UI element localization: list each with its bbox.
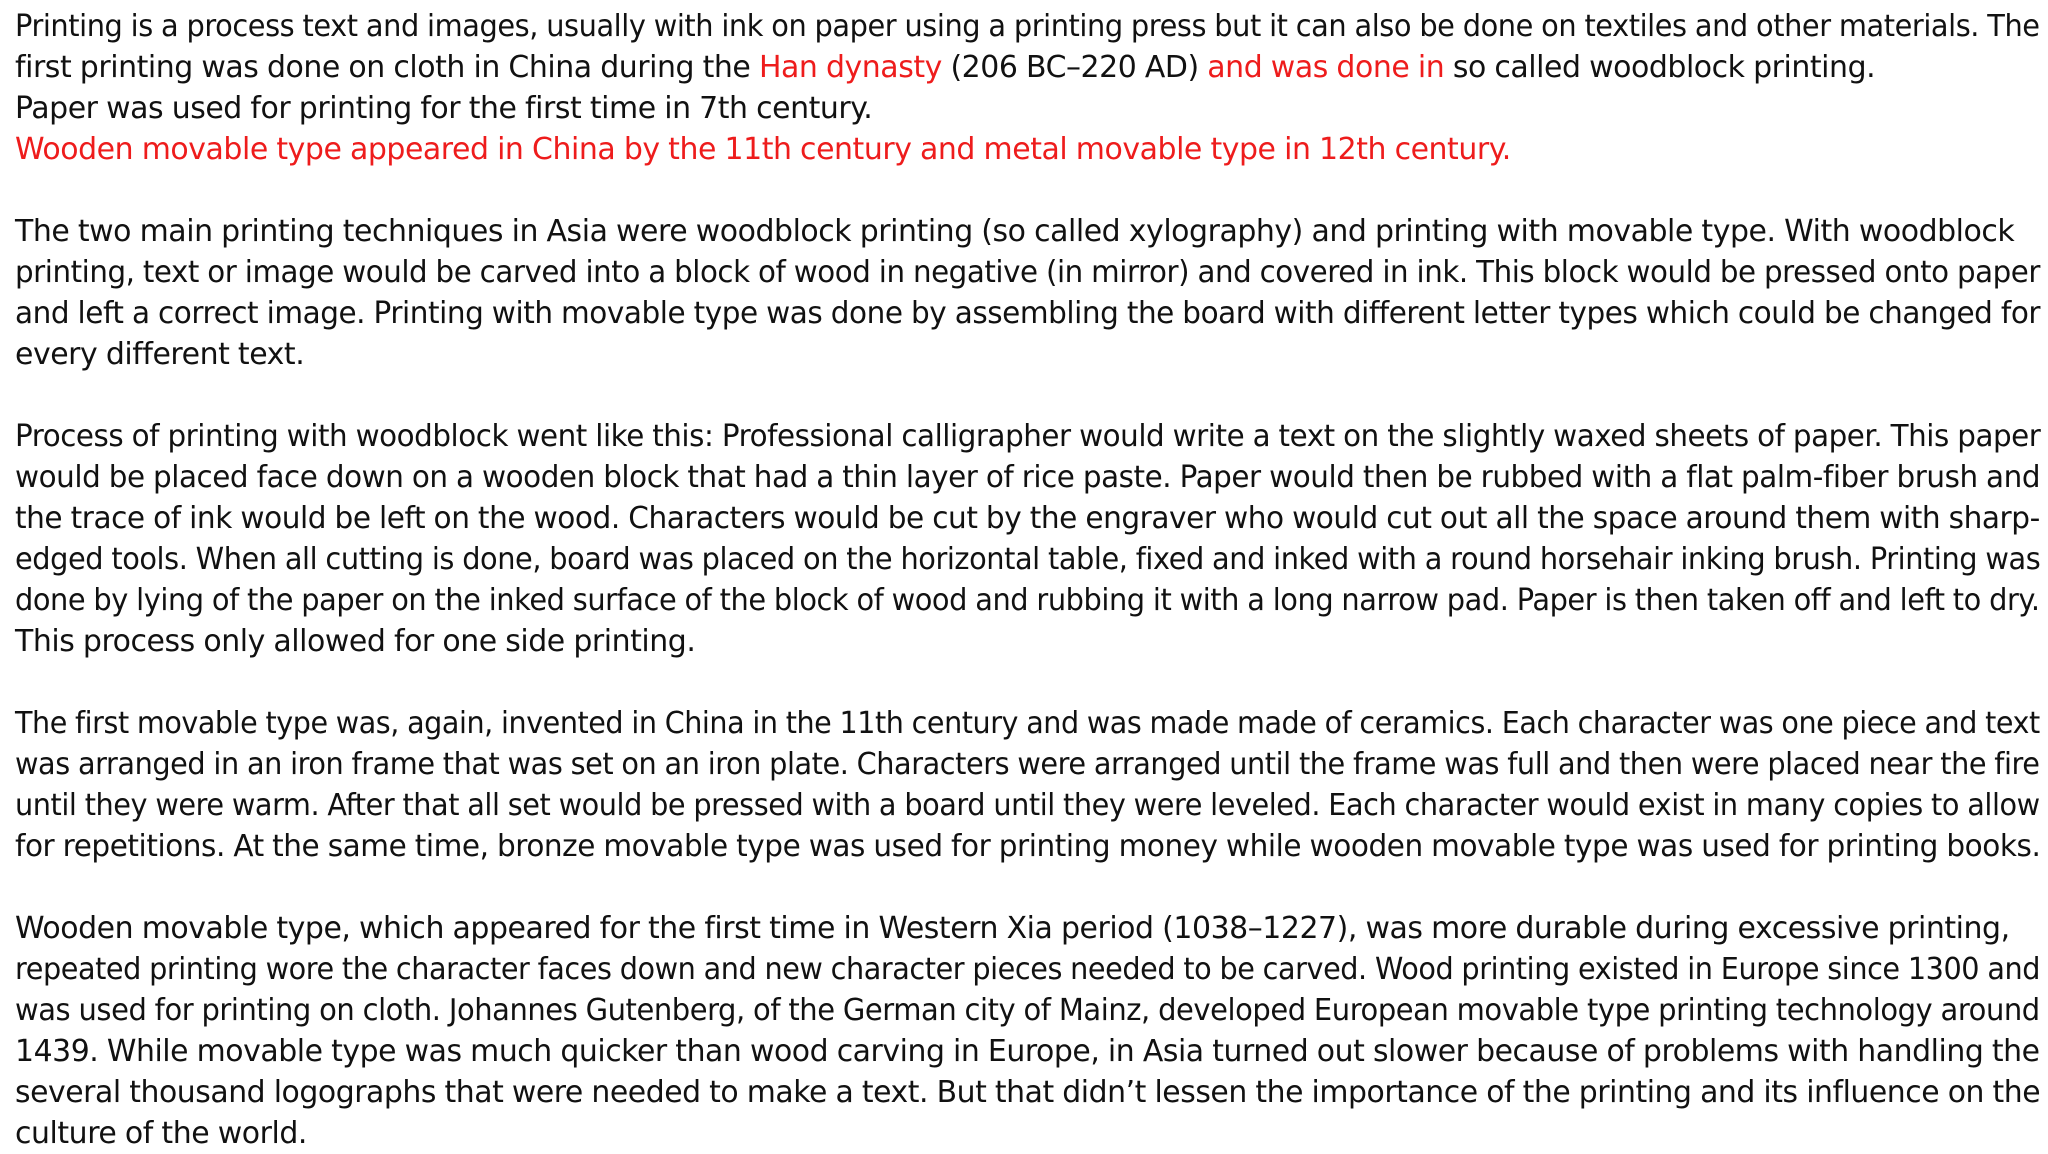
text-line: several thousand logographs that were needed to make a text. But that didn’t lessen the importance of the printing and its influence on the — [15, 1075, 2041, 1110]
text-line: 1439. While movable type was much quicker than wood carving in Europe, in Asia turned out slower because of problems with handling the — [15, 1034, 2040, 1069]
text-line: was arranged in an iron frame that was set on an iron plate. Characters were arranged until the frame was full and then were placed near the fire — [15, 747, 2040, 782]
text-line: This process only allowed for one side printing. — [15, 624, 696, 659]
text-line: edged tools. When all cutting is done, board was placed on the horizontal table, fixed and inked with a round horsehair inking brush. Printing was — [15, 542, 2041, 577]
text-line: Process of printing with woodblock went like this: Professional calligrapher would write a text on the slightly waxed sheets of paper. This paper — [15, 419, 2041, 454]
paragraph-techniques — [15, 211, 2045, 375]
text-line: and left a correct image. Printing with movable type was done by assembling the board with different letter types which could be changed for — [15, 296, 2041, 331]
text-line: every different text. — [15, 337, 305, 372]
text-line: culture of the world. — [15, 1116, 307, 1151]
text-line: was used for printing on cloth. Johannes Gutenberg, of the German city of Mainz, developed European movable type printing technology around — [15, 993, 2040, 1028]
paragraph-woodblock-process — [15, 416, 2045, 662]
paragraph-movable-type — [15, 703, 2045, 867]
paragraph-wooden-movable-type — [15, 908, 2045, 1154]
paragraph-intro — [15, 6, 2045, 170]
highlighted-line: Wooden movable type appeared in China by the 11th century and metal movable type in 12th century. — [15, 132, 1511, 167]
text-line: Printing is a process text and images, usually with ink on paper using a printing press but it can also be done on textiles and other materials. The — [15, 9, 2040, 44]
text-line: Wooden movable type, which appeared for the first time in Western Xia period (1038–1227), was more durable during excessive printing, — [15, 911, 2010, 946]
text-line: repeated printing wore the character faces down and new character pieces needed to be carved. Wood printing existed in Europe since 1300 and — [15, 952, 2040, 987]
text-line: would be placed face down on a wooden block that had a thin layer of rice paste. Paper would then be rubbed with a flat palm-fiber brush and — [15, 460, 2041, 495]
highlighted-text: Han dynasty — [758, 50, 942, 85]
text-line: the trace of ink would be left on the wood. Characters would be cut by the engraver who would cut out all the space around them with sharp- — [15, 501, 2040, 536]
text-segment: (206 BC–220 AD) — [941, 50, 1208, 85]
text-line: for repetitions. At the same time, bronze movable type was used for printing money while wooden movable type was used for printing books. — [15, 829, 2041, 864]
text-line: done by lying of the paper on the inked surface of the block of wood and rubbing it with a long narrow pad. Paper is then taken off and left to dry. — [15, 583, 2040, 618]
text-line: The two main printing techniques in Asia were woodblock printing (so called xylography) and printing with movable type. With woodblock — [15, 214, 2015, 249]
text-line: Paper was used for printing for the first time in 7th century. — [15, 91, 873, 126]
text-line: printing, text or image would be carved into a block of wood in negative (in mirror) and covered in ink. This block would be pressed onto paper — [15, 255, 2040, 290]
text-segment: so called woodblock printing. — [1444, 50, 1876, 85]
text-segment: first printing was done on cloth in China during the — [15, 50, 759, 85]
document-body — [15, 6, 2045, 1154]
highlighted-text: and was done in — [1207, 50, 1445, 85]
text-line — [15, 47, 2040, 88]
text-line: until they were warm. After that all set would be pressed with a board until they were leveled. Each character would exist in many copies to allow — [15, 788, 2040, 823]
text-line: The first movable type was, again, invented in China in the 11th century and was made made of ceramics. Each character was one piece and text — [15, 706, 2040, 741]
